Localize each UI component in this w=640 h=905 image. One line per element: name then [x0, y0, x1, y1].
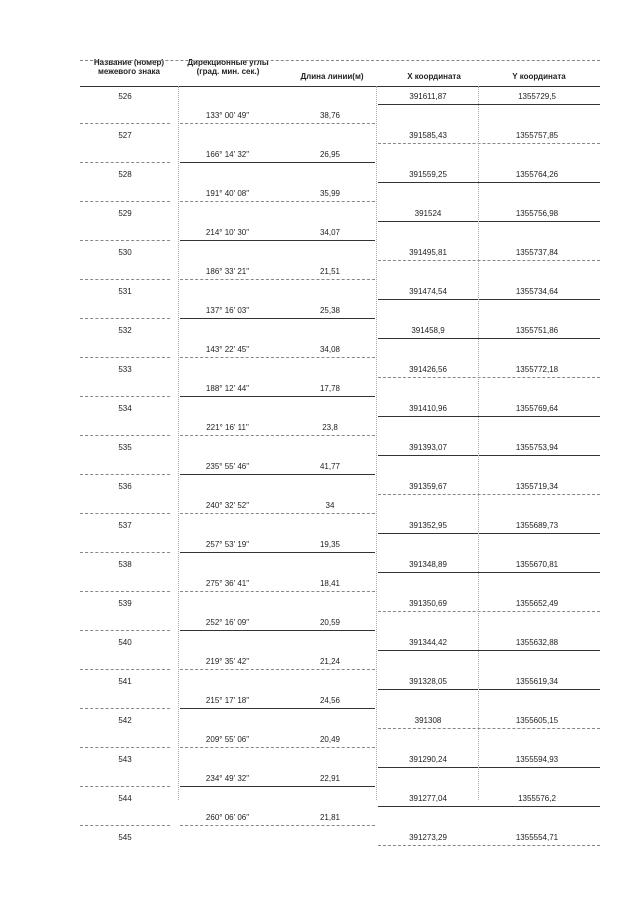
point-name: 542: [118, 716, 132, 725]
direction-angle: 137° 16' 03": [205, 306, 250, 315]
row-divider: [378, 806, 600, 807]
row-divider: [378, 143, 600, 144]
row-divider: [80, 669, 170, 670]
row-divider: [80, 786, 170, 787]
x-coordinate: 391277,04: [409, 794, 447, 803]
row-divider: [378, 182, 600, 183]
row-divider: [180, 552, 375, 553]
row-divider: [180, 708, 375, 709]
row-divider: [378, 533, 600, 534]
column-separator: [478, 86, 479, 800]
x-coordinate: 391426,56: [409, 365, 447, 374]
y-coordinate: 1355554,71: [515, 833, 559, 842]
line-length: 20,59: [319, 618, 341, 627]
row-divider: [180, 201, 375, 202]
direction-angle: 219° 35' 42": [205, 657, 250, 666]
direction-angle: 133° 00' 49": [205, 111, 250, 120]
header-x: X координата: [407, 72, 461, 81]
row-divider: [378, 338, 600, 339]
y-coordinate: 1355764,26: [515, 170, 559, 179]
x-coordinate: 391611,87: [409, 92, 447, 101]
y-coordinate: 1355594,93: [515, 755, 559, 764]
direction-angle: 240° 32' 52": [205, 501, 250, 510]
row-divider: [378, 221, 600, 222]
point-name: 541: [118, 677, 132, 686]
line-length: 17,78: [319, 384, 341, 393]
y-coordinate: 1355751,86: [515, 326, 559, 335]
direction-angle: 215° 17' 18": [205, 696, 250, 705]
header-y: Y координата: [512, 72, 566, 81]
line-length: 21,24: [319, 657, 341, 666]
row-divider: [378, 455, 600, 456]
x-coordinate: 391585,43: [409, 131, 447, 140]
row-divider: [80, 318, 170, 319]
column-separator: [178, 86, 179, 800]
x-coordinate: 391474,54: [409, 287, 447, 296]
row-divider: [80, 279, 170, 280]
row-divider: [378, 416, 600, 417]
row-divider: [180, 747, 375, 748]
line-length: 19,35: [319, 540, 341, 549]
point-name: 532: [118, 326, 132, 335]
header-name: Название (номер) межевого знака: [93, 58, 165, 76]
row-divider: [378, 494, 600, 495]
row-divider: [378, 728, 600, 729]
line-length: 34: [325, 501, 335, 510]
y-coordinate: 1355769,64: [515, 404, 559, 413]
y-coordinate: 1355652,49: [515, 599, 559, 608]
row-divider: [378, 767, 600, 768]
row-divider: [80, 201, 170, 202]
x-coordinate: 391308: [414, 716, 442, 725]
line-length: 23,8: [322, 423, 338, 432]
row-divider: [180, 786, 375, 787]
point-name: 530: [118, 248, 132, 257]
row-divider: [180, 591, 375, 592]
row-divider: [80, 747, 170, 748]
row-divider: [378, 299, 600, 300]
row-divider: [378, 611, 600, 612]
row-divider: [80, 474, 170, 475]
y-coordinate: 1355729,5: [518, 92, 556, 101]
line-length: 22,91: [319, 774, 341, 783]
point-name: 539: [118, 599, 132, 608]
y-coordinate: 1355670,81: [515, 560, 559, 569]
direction-angle: 221° 16' 11": [206, 423, 249, 432]
point-name: 543: [118, 755, 132, 764]
row-divider: [180, 825, 375, 826]
point-name: 526: [118, 92, 132, 101]
line-length: 25,38: [319, 306, 341, 315]
row-divider: [180, 474, 375, 475]
x-coordinate: 391350,69: [409, 599, 447, 608]
row-divider: [180, 123, 375, 124]
row-divider: [378, 650, 600, 651]
row-divider: [80, 60, 600, 61]
direction-angle: 186° 33' 21": [205, 267, 250, 276]
point-name: 527: [118, 131, 132, 140]
x-coordinate: 391559,25: [409, 170, 447, 179]
y-coordinate: 1355753,94: [515, 443, 559, 452]
row-divider: [378, 845, 600, 846]
line-length: 21,81: [319, 813, 341, 822]
header-length: Длина линии(м): [300, 72, 364, 81]
x-coordinate: 391495,81: [409, 248, 447, 257]
direction-angle: 166° 14' 32": [205, 150, 250, 159]
row-divider: [80, 591, 170, 592]
row-divider: [180, 318, 375, 319]
row-divider: [80, 162, 170, 163]
row-divider: [180, 669, 375, 670]
row-divider: [180, 630, 375, 631]
row-divider: [180, 513, 375, 514]
x-coordinate: 391273,29: [409, 833, 447, 842]
direction-angle: 209° 55' 06": [205, 735, 250, 744]
row-divider: [378, 104, 600, 105]
row-divider: [80, 708, 170, 709]
point-name: 535: [118, 443, 132, 452]
line-length: 38,76: [319, 111, 341, 120]
x-coordinate: 391524: [414, 209, 442, 218]
line-length: 41,77: [319, 462, 341, 471]
row-divider: [80, 513, 170, 514]
point-name: 531: [118, 287, 132, 296]
column-separator: [376, 86, 377, 800]
row-divider: [80, 552, 170, 553]
row-divider: [378, 260, 600, 261]
point-name: 536: [118, 482, 132, 491]
direction-angle: 260° 06' 06": [205, 813, 250, 822]
x-coordinate: 391393,07: [409, 443, 447, 452]
direction-angle: 143° 22' 45": [205, 345, 250, 354]
y-coordinate: 1355576,2: [518, 794, 556, 803]
x-coordinate: 391352,95: [409, 521, 447, 530]
x-coordinate: 391328,05: [409, 677, 447, 686]
direction-angle: 188° 12' 44": [205, 384, 250, 393]
y-coordinate: 1355632,88: [515, 638, 559, 647]
point-name: 544: [118, 794, 132, 803]
y-coordinate: 1355772,18: [515, 365, 559, 374]
row-divider: [80, 435, 170, 436]
row-divider: [80, 396, 170, 397]
header-angle: Дирекционные углы (град. мин. сек.): [187, 58, 269, 76]
row-divider: [378, 377, 600, 378]
line-length: 35,99: [319, 189, 341, 198]
point-name: 538: [118, 560, 132, 569]
line-length: 20,49: [319, 735, 341, 744]
point-name: 534: [118, 404, 132, 413]
row-divider: [80, 86, 600, 87]
x-coordinate: 391290,24: [409, 755, 447, 764]
point-name: 537: [118, 521, 132, 530]
point-name: 545: [118, 833, 132, 842]
direction-angle: 252° 16' 09": [205, 618, 250, 627]
y-coordinate: 1355737,84: [515, 248, 559, 257]
x-coordinate: 391344,42: [409, 638, 447, 647]
y-coordinate: 1355619,34: [515, 677, 559, 686]
x-coordinate: 391410,96: [409, 404, 447, 413]
row-divider: [80, 240, 170, 241]
row-divider: [180, 357, 375, 358]
direction-angle: 234° 49' 32": [205, 774, 250, 783]
y-coordinate: 1355689,73: [515, 521, 559, 530]
point-name: 529: [118, 209, 132, 218]
point-name: 528: [118, 170, 132, 179]
direction-angle: 257° 53' 19": [205, 540, 250, 549]
x-coordinate: 391348,89: [409, 560, 447, 569]
row-divider: [80, 630, 170, 631]
y-coordinate: 1355719,34: [515, 482, 559, 491]
row-divider: [80, 825, 170, 826]
x-coordinate: 391458,9: [411, 326, 445, 335]
direction-angle: 191° 40' 08": [205, 189, 250, 198]
x-coordinate: 391359,67: [409, 482, 447, 491]
y-coordinate: 1355757,85: [515, 131, 559, 140]
line-length: 24,56: [319, 696, 341, 705]
y-coordinate: 1355756,98: [515, 209, 559, 218]
line-length: 21,51: [319, 267, 341, 276]
point-name: 533: [118, 365, 132, 374]
row-divider: [180, 162, 375, 163]
line-length: 18,41: [319, 579, 341, 588]
row-divider: [80, 357, 170, 358]
direction-angle: 235° 55' 46": [205, 462, 250, 471]
row-divider: [80, 123, 170, 124]
line-length: 26,95: [319, 150, 341, 159]
line-length: 34,07: [319, 228, 341, 237]
line-length: 34,08: [319, 345, 341, 354]
direction-angle: 275° 36' 41": [205, 579, 250, 588]
row-divider: [180, 240, 375, 241]
y-coordinate: 1355734,64: [515, 287, 559, 296]
row-divider: [180, 435, 375, 436]
row-divider: [180, 396, 375, 397]
y-coordinate: 1355605,15: [515, 716, 559, 725]
point-name: 540: [118, 638, 132, 647]
direction-angle: 214° 10' 30": [205, 228, 250, 237]
row-divider: [378, 572, 600, 573]
row-divider: [378, 689, 600, 690]
row-divider: [180, 279, 375, 280]
